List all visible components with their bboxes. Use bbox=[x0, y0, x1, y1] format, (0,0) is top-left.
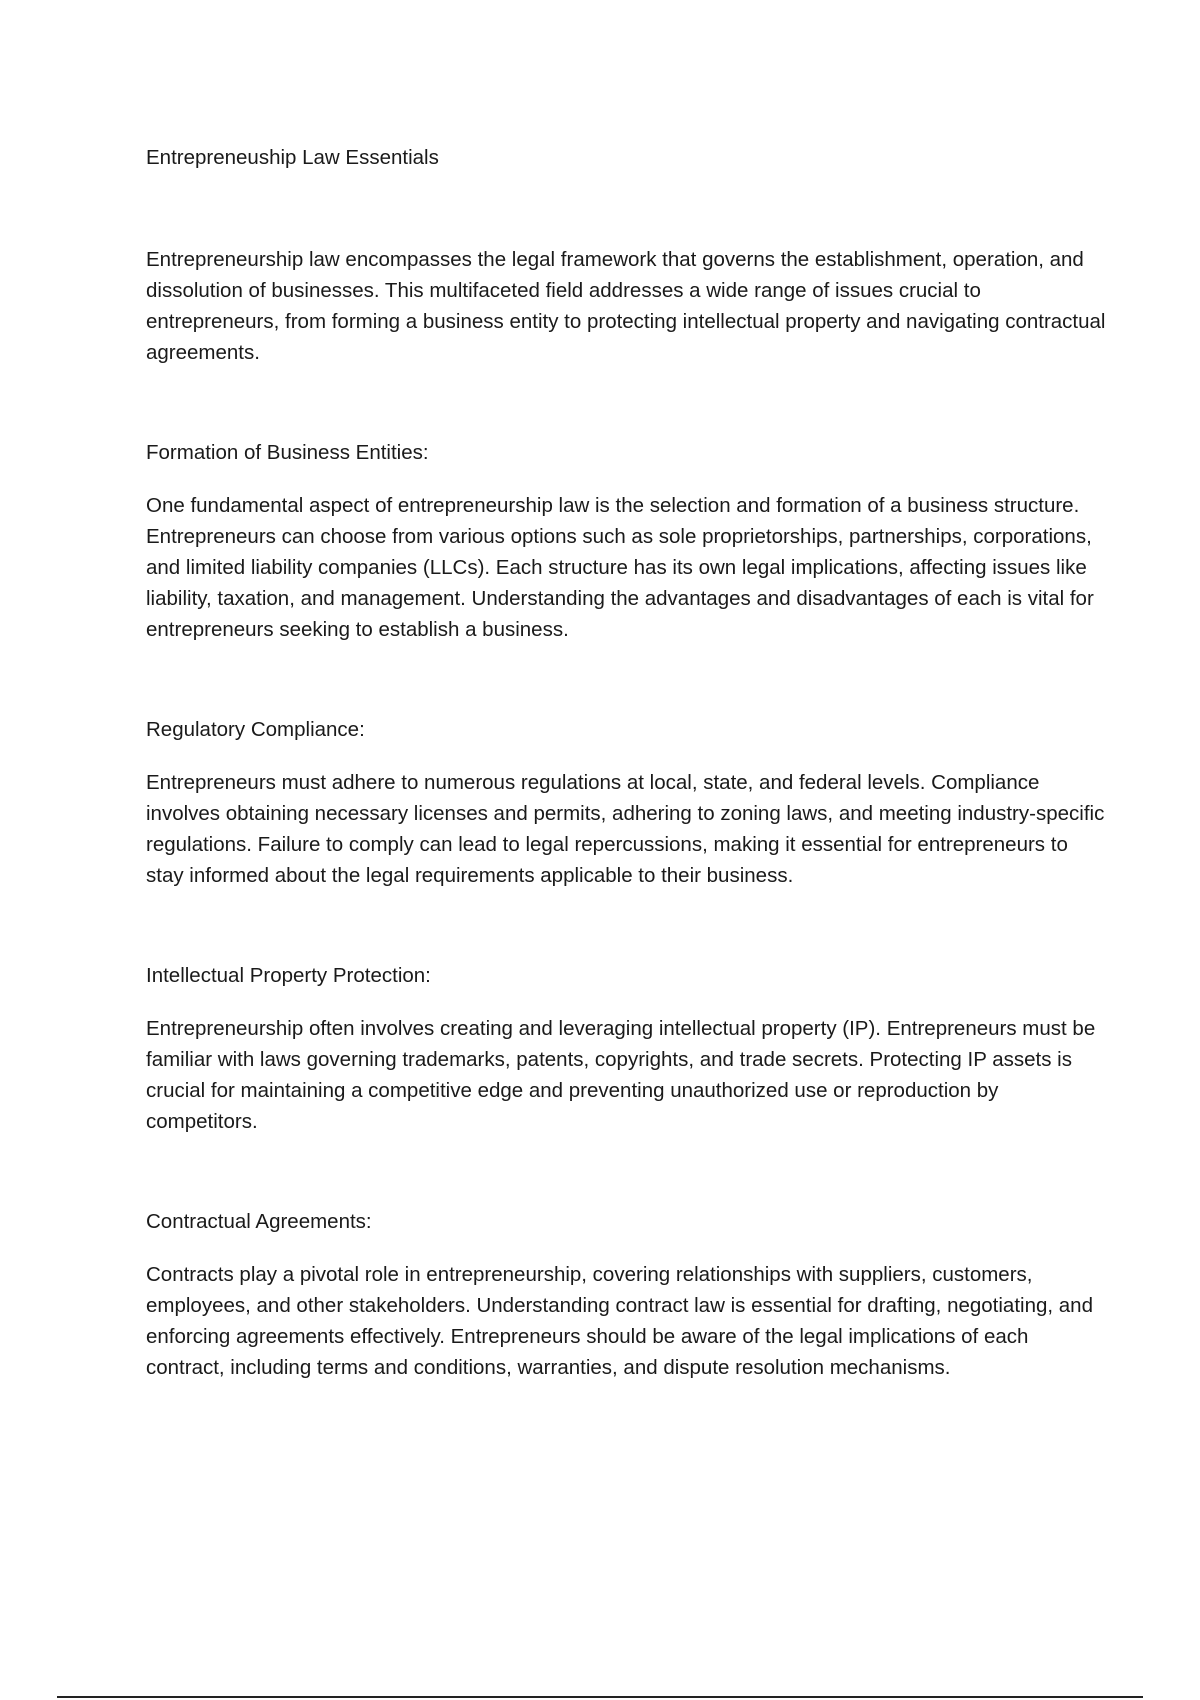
section-body: Entrepreneurship often involves creating and leveraging intellectual property (IP). Entrepreneurs must be familiar with laws governing trademarks, patents, copyrights, and trade secrets. Protecting IP assets is crucial for maintaining a competitive edge and preventing unauthorized use or reproduction by competitors. bbox=[146, 1017, 1096, 1133]
section-body: One fundamental aspect of entrepreneurship law is the selection and formation of a business structure. Entrepreneurs can choose from various options such as sole proprietorships, partnerships, corporations, and limited liability companies (LLCs). Each structure has its own legal implications, affecting issues like liability, taxation, and management. Understanding the advantages and disadvantages of each is vital for entrepreneurs seeking to establish a business. bbox=[146, 494, 1094, 641]
section-formation bbox=[146, 438, 1106, 645]
section-heading: Regulatory Compliance: bbox=[146, 718, 365, 741]
document-content bbox=[146, 143, 1106, 1383]
section-heading: Formation of Business Entities: bbox=[146, 441, 429, 464]
section-regulatory bbox=[146, 715, 1106, 891]
section-heading: Intellectual Property Protection: bbox=[146, 964, 431, 987]
page-bottom-divider bbox=[57, 1696, 1143, 1698]
document-title: Entrepreneuship Law Essentials bbox=[146, 146, 439, 169]
section-contracts bbox=[146, 1207, 1106, 1383]
section-heading: Contractual Agreements: bbox=[146, 1210, 372, 1233]
intro-paragraph: Entrepreneurship law encompasses the legal framework that governs the establishment, operation, and dissolution of businesses. This multifaceted field addresses a wide range of issues crucial to entrepreneurs, from forming a business entity to protecting intellectual property and navigating contractual agreements. bbox=[146, 248, 1106, 364]
section-body: Entrepreneurs must adhere to numerous regulations at local, state, and federal levels. Compliance involves obtaining necessary licenses and permits, adhering to zoning laws, and meeting industry-specific regulations. Failure to comply can lead to legal repercussions, making it essential for entrepreneurs to stay informed about the legal requirements applicable to their business. bbox=[146, 771, 1105, 887]
section-body: Contracts play a pivotal role in entrepreneurship, covering relationships with suppliers, customers, employees, and other stakeholders. Understanding contract law is essential for drafting, negotiating, and enforcing agreements effectively. Entrepreneurs should be aware of the legal implications of each contract, including terms and conditions, warranties, and dispute resolution mechanisms. bbox=[146, 1263, 1093, 1379]
section-intellectual-property bbox=[146, 961, 1106, 1137]
